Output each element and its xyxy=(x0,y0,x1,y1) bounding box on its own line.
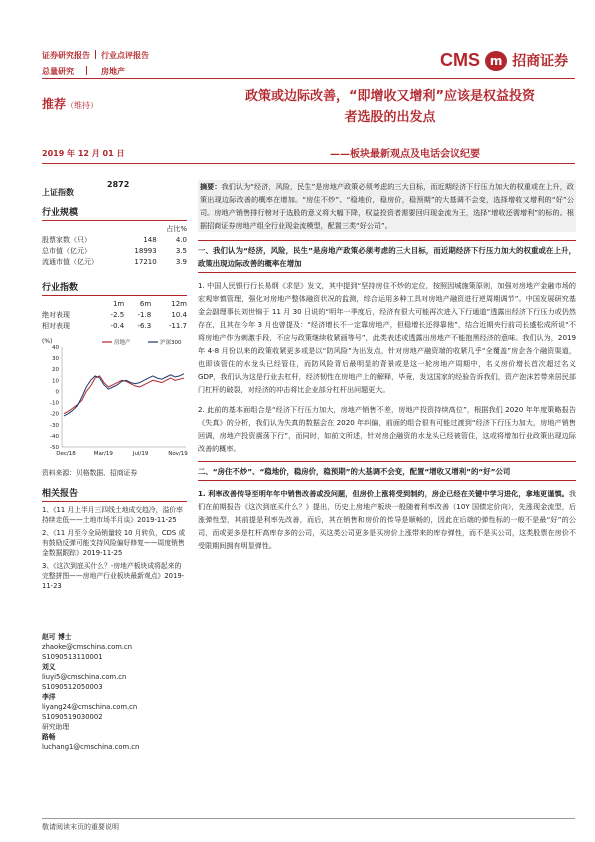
y-tick-label: 30 xyxy=(52,356,59,363)
industry-index-title: 行业指数 xyxy=(42,283,79,293)
related-item[interactable]: 3、《这次到底买什么？-房地产板块成将起来的完整拼图——房地产行业板块最新观点》2019-11-23 xyxy=(42,562,185,590)
report-date: 2019 年 12 月 01 日 xyxy=(42,149,125,158)
industry-scale-title: 行业规模 xyxy=(42,208,79,218)
table-row xyxy=(42,235,187,246)
report-category: 行业点评报告 xyxy=(101,51,149,60)
logo-text: CMS xyxy=(440,50,480,70)
analyst-id: S1090519030002 xyxy=(42,713,103,721)
row-name: 总市值（亿元） xyxy=(42,247,91,255)
x-tick-label: Jul/19 xyxy=(132,451,149,457)
table-row xyxy=(42,257,187,268)
index-value: 2872 xyxy=(107,180,130,189)
section-rule xyxy=(198,240,576,241)
y-tick-label: -30 xyxy=(50,422,59,429)
title-rule xyxy=(42,163,575,164)
industry-index xyxy=(42,280,192,332)
section-2-para-1-text: 我们在前期报告《这次到底买什么？》提出，历史上房地产板块一般随着利率改善（10Y 国债定价向），先涨现金流型，后涨弹性型，其前提是利率先改善，而后，其在销售和房价的传导是顺畅的，因此在后端的弹性标的一般不是最“好”的公司，而或更多是杠杆高库存多的公司，买这类公司更多是买房价上涨带来的库存弹性，而不是买公司，这类股票在房价不受限期间拥有明显弹性。 xyxy=(198,489,576,550)
y-tick-label: 40 xyxy=(52,345,59,351)
section-2-para-1-lead: 1. 利率改善传导至明年年中销售改善或没问题，但房价上涨将受到制约，房企已经在关键中学习进化，拿地更谨慎。 xyxy=(198,489,569,498)
row-value: 18993 xyxy=(134,247,157,255)
row-value: 17210 xyxy=(134,258,157,266)
section-rule xyxy=(198,480,576,481)
report-subtitle: ——板块最新观点及电话会议纪要 xyxy=(330,149,480,160)
legend-label: 房地产 xyxy=(114,340,131,346)
row-name: 绝对表现 xyxy=(42,311,70,319)
title-line-1: 政策或边际改善，“即增收又增利”应该是权益投资 xyxy=(244,89,536,104)
row-value: -11.7 xyxy=(168,322,187,330)
row-name: 流通市值（亿元） xyxy=(42,258,98,266)
cms-logo xyxy=(440,50,575,74)
y-tick-label: -40 xyxy=(50,433,59,440)
y-tick-label: -10 xyxy=(50,400,59,407)
section-rule xyxy=(198,461,576,462)
pct-header: 占比% xyxy=(166,225,187,233)
analyst-name: 刘义 xyxy=(42,663,56,671)
row-pct: 4.0 xyxy=(175,236,187,244)
y-tick-label: 0 xyxy=(55,389,59,396)
section-rule xyxy=(42,501,187,502)
abstract-label: 摘要： xyxy=(200,182,222,191)
analyst-name: 赵可 博士 xyxy=(42,633,72,641)
col-header: 6m xyxy=(139,300,152,308)
title-line-2: 者选股的出发点 xyxy=(344,110,436,125)
x-tick-label: Nov/19 xyxy=(168,451,188,457)
footer-note: 敬请阅读末页的重要说明 xyxy=(42,823,119,831)
rating-sub: （维持） xyxy=(66,101,99,110)
performance-chart xyxy=(40,335,190,461)
col-header: 1m xyxy=(112,300,125,308)
y-tick-label: -20 xyxy=(50,411,59,418)
row-value: -1.8 xyxy=(137,311,152,319)
analyst-name: 路畅 xyxy=(42,733,56,741)
related-title: 相关报告 xyxy=(42,489,79,499)
row-pct: 3.9 xyxy=(175,258,187,266)
row-value: -2.5 xyxy=(110,311,125,319)
analyst-id: S1090512050003 xyxy=(42,683,103,691)
x-tick-label: Dec/18 xyxy=(56,451,76,457)
logo-chinese: 招商证券 xyxy=(512,53,569,70)
analyst-contacts xyxy=(42,632,192,752)
abstract xyxy=(198,180,576,232)
analyst-name: 李洋 xyxy=(42,693,56,701)
footer-rule xyxy=(42,818,575,819)
section-rule xyxy=(198,272,576,273)
report-title xyxy=(205,86,575,128)
header-divider xyxy=(95,50,96,59)
chart-source: 资料来源：贝格数据、招商证券 xyxy=(42,469,138,477)
table-row xyxy=(42,246,187,257)
table-row xyxy=(42,321,187,332)
related-item[interactable]: 2、《11 月至今全局销量较 10 月转负，CDS 或有鼓励反弹可能支持风险偏好修复——周度销售金数据跟踪》2019-11-25 xyxy=(42,529,186,557)
row-value: 10.4 xyxy=(171,311,187,319)
table-row xyxy=(42,310,187,321)
header-line-2 xyxy=(42,66,125,77)
analyst-email[interactable]: zhaoke@cmschina.com.cn xyxy=(42,643,133,651)
row-value: -0.4 xyxy=(110,322,125,330)
industry-name: 房地产 xyxy=(101,67,125,76)
section-2-heading: 二、“房住不炒”、“稳地价，稳房价，稳预期”的大基调不会变，配置“增收又增利”的“好”公司 xyxy=(198,467,511,476)
research-type: 总量研究 xyxy=(42,67,74,76)
analyst-email[interactable]: liuyi5@cmschina.com.cn xyxy=(42,673,127,681)
industry-scale-table xyxy=(42,224,187,268)
col-header: 12m xyxy=(171,300,187,308)
section-1-para-2: 2. 此前的基本面组合是“经济下行压力加大，房地产销售不差，房地产投资持续高位”，根据我们 2020 年年度策略报告《失真》的分析，我们认为失真的数据会在 2020 年纠偏，前面的组合很有可能过渡到“经济下行压力加大，房地产销售回调，房地产投资震荡下行”，而同时，如前文所述，针对房企融资的水龙头已经被管住，这或将增加行业政策出现边际改善的概率。 xyxy=(198,405,576,453)
legend-label: 沪深300 xyxy=(160,340,182,346)
index-label: 上证指数 xyxy=(42,188,74,197)
row-name: 股票家数（只） xyxy=(42,236,91,244)
row-name: 相对表现 xyxy=(42,322,70,330)
y-tick-label: -50 xyxy=(50,445,59,451)
header-line-1 xyxy=(42,50,149,61)
analyst-id: S1090513110001 xyxy=(42,653,103,661)
report-type: 证券研究报告 xyxy=(42,51,90,60)
section-2-para-1 xyxy=(198,487,576,552)
logo-mark-text: m xyxy=(489,53,503,68)
row-pct: 3.5 xyxy=(175,247,187,255)
analyst-email[interactable]: luchang1@cmschina.com.cn xyxy=(42,743,140,751)
row-value: 148 xyxy=(143,236,157,244)
header-rule xyxy=(42,78,575,79)
main-body xyxy=(198,180,576,552)
rating xyxy=(42,93,98,112)
related-item[interactable]: 1、《11 月上半月三四线土地成交趋冷，溢价率持续走低——土地市场半月谈》2019-11-25 xyxy=(42,506,183,524)
analyst-email[interactable]: liyang24@cmschina.com.cn xyxy=(42,703,138,711)
section-1-heading: 一、我们认为“经济，风险，民生”是房地产政策必须考虑的三大目标，而近期经济下行压力加大的权重或在上升，政策出现边际改善的概率在增加 xyxy=(198,246,576,268)
abstract-text: 我们认为“经济，风险，民生”是房地产政策必须考虑的三大目标，而近期经济下行压力加大的权重或在上升，政策出现边际改善的概率在增加。“房住不炒”、“稳地价，稳房价，稳预期”的大基调不会变，选择增收又增利的“好”公司。房地产销售排行榜对于选股的意义将大幅下降，权益投资者需要回归现金流为王，选择“增收还需增利”的标的。根据招商证券房地产组全行业现金流模型，配置三类“好公司”。 xyxy=(200,182,574,230)
row-value: -6.3 xyxy=(137,322,152,330)
related-reports xyxy=(42,486,192,591)
series-line-real-estate xyxy=(64,376,184,414)
header-divider xyxy=(86,66,87,75)
analyst-role: 研究助理 xyxy=(42,723,70,731)
section-1-para-1: 1. 中国人民银行行长易纲《求是》发文，其中提到“坚持房住不炒的定位，按照因城施策原则，加强对房地产金融市场的宏观审慎管理，强化对房地产整体融资状况的监测，综合运用多种工具对房地产融资进行逆周期调节”。中国发展研究基金会副理事长刘世锦于 11 月 30 日说的“明年一季度后，经济有很大可能再次进入下行通道”透露出经济下行压力或仍然存在，且其在今年 3 月也曾提及：“经济增长不一定靠房地产，但稳增长还得靠他”，结合近期央行前司长盛松成所说“不将房地产作为刺激手段，不应与政策继续收紧画等号”，此类表述或透露出房地产不能抱黑经济的意味。我们认为，2019 年 4-8 月份以来的政策收紧更多或是以“防风险”为出发点，针对房地产融资端的收紧几乎“全覆盖”房企各个融资渠道，也即该管住的水龙头已经管住，而防风险背后最明显的背景或是这一轮房地产周期中，名义房价增长首次超过名义 GDP，我们认为这是行业去杠杆，经济韧性在房地产上的解释，毕竟，发这国家的经验告诉我们，资产泡沫若带来居民部门杠杆的破裂，对经济的冲击将比企业部分杠杆出问题更大。 xyxy=(198,281,576,394)
industry-index-table xyxy=(42,299,187,332)
section-rule xyxy=(42,220,187,221)
y-axis-label: (%) xyxy=(42,338,53,345)
industry-scale xyxy=(42,205,192,268)
y-tick-label: 10 xyxy=(52,378,59,385)
logo-mark-icon xyxy=(485,51,507,71)
index-box xyxy=(42,180,192,199)
rating-label: 推荐 xyxy=(42,97,67,111)
y-tick-label: 20 xyxy=(52,367,59,374)
section-rule xyxy=(42,295,187,296)
x-tick-label: Mar/19 xyxy=(93,451,113,457)
